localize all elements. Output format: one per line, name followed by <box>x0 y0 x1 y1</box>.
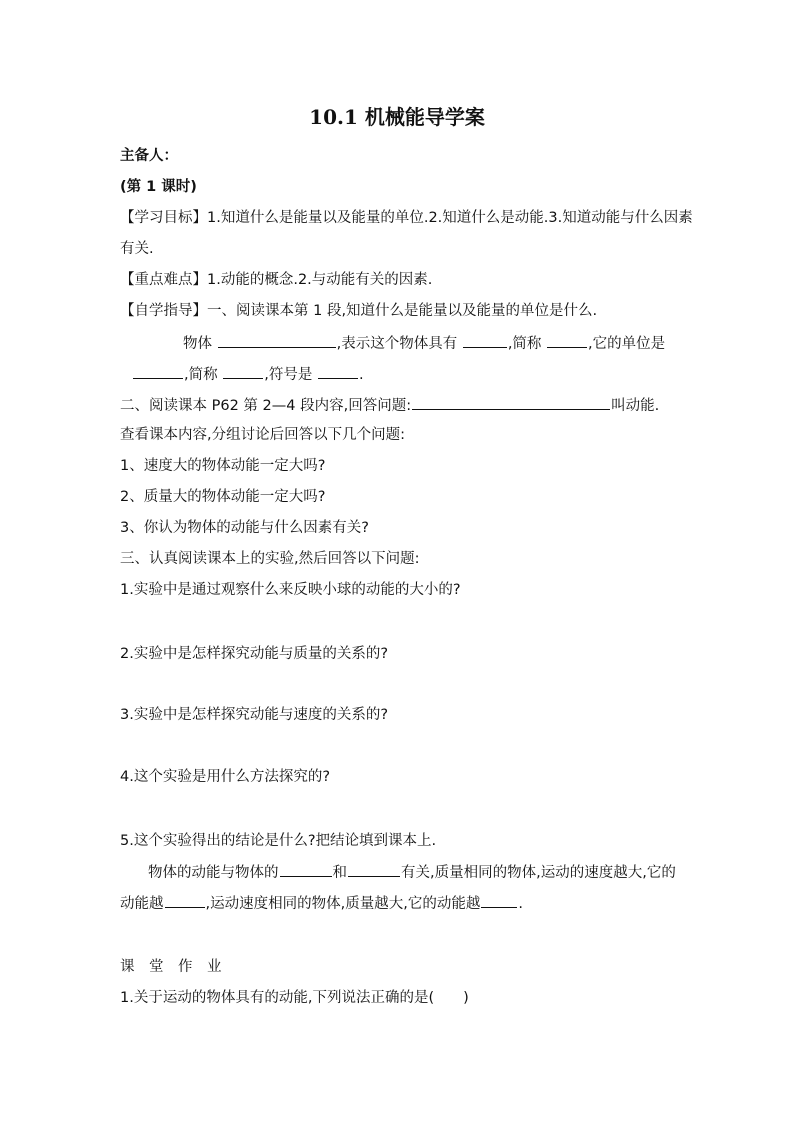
part2-suffix: 叫动能. <box>611 398 660 414</box>
experiment-question-5: 5.这个实验得出的结论是什么?把结论填到课本上. <box>120 833 437 849</box>
blank-field[interactable] <box>223 364 263 379</box>
blank-field[interactable] <box>133 364 183 379</box>
discussion-intro: 查看课本内容,分组讨论后回答以下几个问题: <box>120 427 405 443</box>
fill-text: 物体 <box>183 336 212 352</box>
fill-text: ,表示这个物体具有 <box>336 336 458 352</box>
page-title: 10.1 机械能导学案 <box>309 105 485 129</box>
fill-text: ,简称 <box>507 336 542 352</box>
experiment-question-4: 4.这个实验是用什么方法探究的? <box>120 769 331 785</box>
conclusion-text: 动能越 <box>120 896 164 912</box>
experiment-question-1: 1.实验中是通过观察什么来反映小球的动能的大小的? <box>120 582 461 598</box>
conclusion-line-2 <box>120 893 523 913</box>
conclusion-text: ,运动速度相同的物体,质量越大,它的动能越 <box>205 896 481 912</box>
blank-field[interactable] <box>280 862 332 877</box>
blank-field[interactable] <box>218 333 336 348</box>
fill-text: ,它的单位是 <box>588 336 666 352</box>
fill-text: ,符号是 <box>264 367 313 383</box>
experiment-question-2: 2.实验中是怎样探究动能与质量的关系的? <box>120 646 389 662</box>
conclusion-text: . <box>518 896 523 912</box>
lesson-label: (第 1 课时) <box>120 179 197 195</box>
experiment-question-3: 3.实验中是怎样探究动能与速度的关系的? <box>120 707 389 723</box>
blank-field[interactable] <box>318 364 358 379</box>
fill-line-1 <box>183 333 665 353</box>
blank-field[interactable] <box>348 862 400 877</box>
fill-line-2 <box>132 364 364 384</box>
fill-text: ,简称 <box>184 367 218 383</box>
blank-field[interactable] <box>547 333 587 348</box>
blank-field[interactable] <box>165 893 205 908</box>
question-2: 2、质量大的物体动能一定大吗? <box>120 489 326 505</box>
key-points: 【重点难点】1.动能的概念.2.与动能有关的因素. <box>120 272 433 288</box>
classwork-heading: 课 堂 作 业 <box>120 959 222 975</box>
question-3: 3、你认为物体的动能与什么因素有关? <box>120 520 369 536</box>
preparer-label: 主备人： <box>120 148 178 164</box>
blank-field[interactable] <box>481 893 517 908</box>
classwork-question-1: 1.关于运动的物体具有的动能,下列说法正确的是( ) <box>120 990 469 1006</box>
blank-field[interactable] <box>412 395 610 410</box>
objectives-line-2: 有关. <box>120 241 154 257</box>
question-1: 1、速度大的物体动能一定大吗? <box>120 458 326 474</box>
conclusion-text: 和 <box>332 865 347 881</box>
conclusion-text: 物体的动能与物体的 <box>148 865 279 881</box>
guide-part1: 【自学指导】一、阅读课本第 1 段,知道什么是能量以及能量的单位是什么. <box>120 303 598 319</box>
fill-text: . <box>358 367 364 383</box>
part2-text: 二、阅读课本 P62 第 2—4 段内容,回答问题: <box>120 398 412 414</box>
conclusion-text: 有关,质量相同的物体,运动的速度越大,它的 <box>401 865 676 881</box>
objectives-line-1: 【学习目标】1.知道什么是能量以及能量的单位.2.知道什么是动能.3.知道动能与什么因素 <box>120 210 693 226</box>
conclusion-line-1 <box>148 862 676 882</box>
guide-part3: 三、认真阅读课本上的实验,然后回答以下问题: <box>120 551 420 567</box>
guide-part2 <box>120 395 659 415</box>
blank-field[interactable] <box>463 333 507 348</box>
